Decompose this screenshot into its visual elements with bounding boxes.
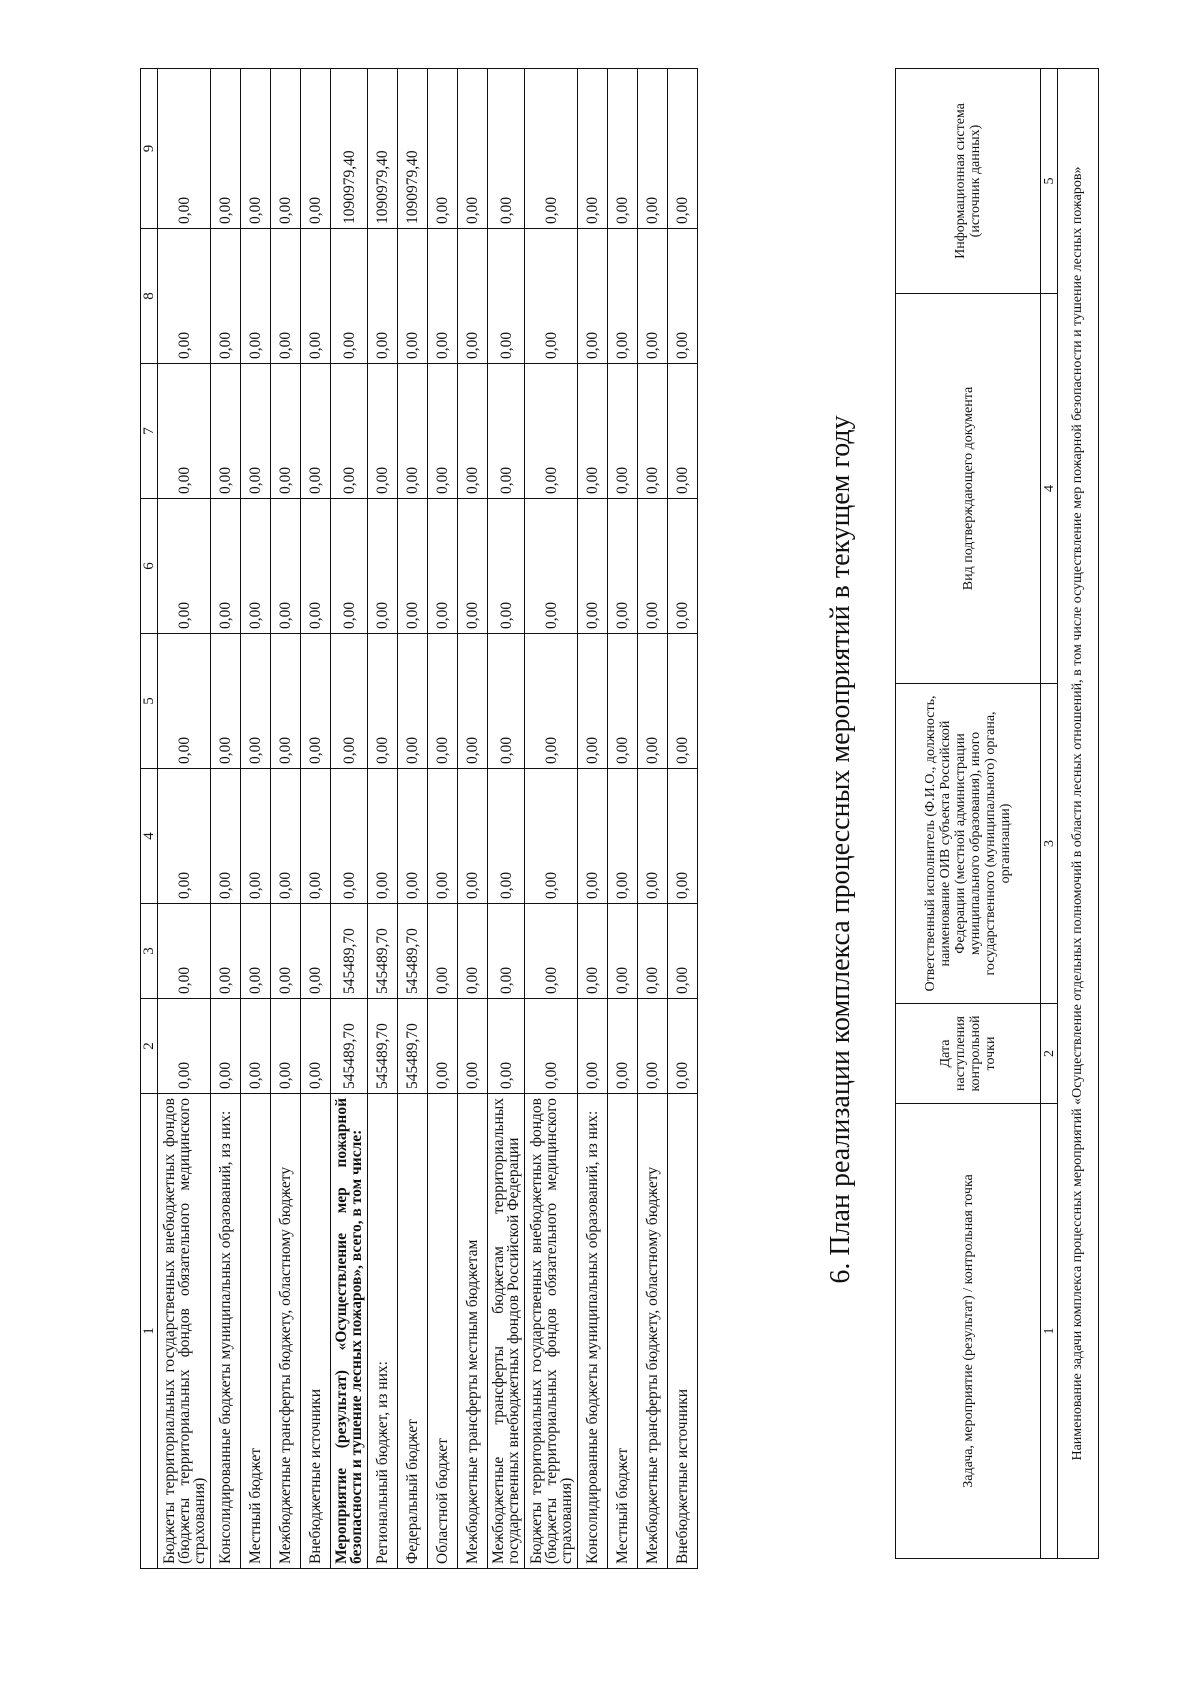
row-label: Межбюджетные трансферты бюджету, областному бюджету [638, 1094, 668, 1569]
value-cell: 0,00 [211, 499, 241, 634]
table-row [398, 69, 428, 1569]
row-label: Областной бюджет [428, 1094, 458, 1569]
column-number-row [141, 69, 158, 1569]
row-label: Бюджеты территориальных государственных внебюджетных фондов (бюджеты территориальных фондов обязательного медицинского страхования) [525, 1094, 578, 1569]
value-cell: 0,00 [301, 229, 331, 364]
value-cell: 0,00 [458, 364, 488, 499]
value-cell: 0,00 [578, 634, 608, 769]
value-cell: 0,00 [241, 769, 271, 904]
value-cell: 0,00 [458, 769, 488, 904]
row-label: Консолидированные бюджеты муниципальных образований, из них: [211, 1094, 241, 1569]
value-cell: 0,00 [525, 499, 578, 634]
value-cell: 0,00 [578, 364, 608, 499]
row-label: Межбюджетные трансферты бюджетам территориальных государственных внебюджетных фондов Российской Федерации [488, 1094, 525, 1569]
value-cell: 1090979,40 [331, 69, 368, 229]
column-number: 4 [141, 769, 158, 904]
value-cell: 0,00 [488, 999, 525, 1094]
row-label: Межбюджетные трансферты бюджету, областному бюджету [271, 1094, 301, 1569]
value-cell: 545489,70 [331, 904, 368, 999]
value-cell: 0,00 [158, 364, 211, 499]
value-cell: 0,00 [608, 999, 638, 1094]
column-number: 1 [141, 1094, 158, 1569]
row-label: Межбюджетные трансферты местным бюджетам [458, 1094, 488, 1569]
value-cell: 0,00 [211, 229, 241, 364]
column-number: 3 [1041, 684, 1058, 1004]
column-number: 5 [141, 634, 158, 769]
value-cell: 0,00 [488, 364, 525, 499]
column-number: 6 [141, 499, 158, 634]
value-cell: 0,00 [398, 364, 428, 499]
value-cell: 0,00 [488, 229, 525, 364]
row-label: Внебюджетные источники [301, 1094, 331, 1569]
row-label: Внебюджетные источники [668, 1094, 698, 1569]
financing-table-body [158, 69, 698, 1569]
value-cell: 0,00 [638, 69, 668, 229]
row-label: Местный бюджет [241, 1094, 271, 1569]
column-number: 9 [141, 69, 158, 229]
value-cell: 0,00 [271, 229, 301, 364]
task-name-cell: Наименование задачи комплекса процессных мероприятий «Осуществление отдельных полномочий в области лесных отношений, в том числе осуществление мер пожарной безопасности и тушение лесных пожаров» [1058, 69, 1099, 1559]
value-cell: 0,00 [488, 904, 525, 999]
value-cell: 0,00 [608, 364, 638, 499]
value-cell: 0,00 [271, 999, 301, 1094]
header-info-system: Информационная система (источник данных) [896, 69, 1041, 294]
value-cell: 0,00 [271, 904, 301, 999]
column-number: 2 [1041, 1004, 1058, 1104]
value-cell: 0,00 [158, 634, 211, 769]
table-row [241, 69, 271, 1569]
value-cell: 0,00 [578, 999, 608, 1094]
value-cell: 0,00 [301, 904, 331, 999]
value-cell: 0,00 [638, 904, 668, 999]
value-cell: 0,00 [458, 904, 488, 999]
value-cell: 0,00 [331, 634, 368, 769]
value-cell: 0,00 [578, 499, 608, 634]
value-cell: 0,00 [608, 769, 638, 904]
value-cell: 0,00 [241, 69, 271, 229]
value-cell: 0,00 [608, 229, 638, 364]
header-task: Задача, мероприятие (результат) / контрольная точка [896, 1104, 1041, 1559]
value-cell: 0,00 [241, 364, 271, 499]
value-cell: 0,00 [668, 999, 698, 1094]
value-cell: 0,00 [458, 69, 488, 229]
value-cell: 0,00 [368, 364, 398, 499]
value-cell: 0,00 [398, 499, 428, 634]
table-row [301, 69, 331, 1569]
value-cell: 0,00 [301, 69, 331, 229]
value-cell: 0,00 [158, 999, 211, 1094]
value-cell: 0,00 [211, 364, 241, 499]
value-cell: 545489,70 [331, 999, 368, 1094]
value-cell: 0,00 [668, 904, 698, 999]
value-cell: 0,00 [638, 769, 668, 904]
table-row [525, 69, 578, 1569]
section-title: 6. План реализации комплекса процессных мероприятий в текущем году [825, 415, 856, 1284]
value-cell: 0,00 [428, 904, 458, 999]
value-cell: 0,00 [158, 904, 211, 999]
value-cell: 545489,70 [398, 999, 428, 1094]
value-cell: 0,00 [241, 999, 271, 1094]
value-cell: 0,00 [525, 634, 578, 769]
value-cell: 0,00 [301, 499, 331, 634]
value-cell: 0,00 [525, 229, 578, 364]
value-cell: 0,00 [608, 499, 638, 634]
table-row [608, 69, 638, 1569]
value-cell: 0,00 [488, 769, 525, 904]
value-cell: 0,00 [158, 769, 211, 904]
value-cell: 0,00 [638, 999, 668, 1094]
plan-column-number-row [1041, 69, 1058, 1559]
value-cell: 0,00 [458, 499, 488, 634]
value-cell: 0,00 [398, 769, 428, 904]
header-date: Дата наступления контрольной точки [896, 1004, 1041, 1104]
value-cell: 0,00 [211, 69, 241, 229]
value-cell: 0,00 [241, 229, 271, 364]
value-cell: 0,00 [668, 69, 698, 229]
value-cell: 0,00 [271, 634, 301, 769]
value-cell: 0,00 [668, 364, 698, 499]
value-cell: 0,00 [271, 499, 301, 634]
value-cell: 0,00 [578, 69, 608, 229]
table-row [638, 69, 668, 1569]
value-cell: 0,00 [638, 499, 668, 634]
value-cell: 0,00 [211, 634, 241, 769]
value-cell: 0,00 [211, 999, 241, 1094]
table-row [668, 69, 698, 1569]
value-cell: 0,00 [271, 69, 301, 229]
value-cell: 0,00 [608, 634, 638, 769]
row-label: Местный бюджет [608, 1094, 638, 1569]
table-row [428, 69, 458, 1569]
value-cell: 0,00 [331, 499, 368, 634]
value-cell: 0,00 [398, 229, 428, 364]
column-number: 8 [141, 229, 158, 364]
row-label: Региональный бюджет, из них: [368, 1094, 398, 1569]
value-cell: 0,00 [301, 999, 331, 1094]
value-cell: 0,00 [211, 904, 241, 999]
value-cell: 0,00 [331, 364, 368, 499]
value-cell: 0,00 [428, 364, 458, 499]
value-cell: 0,00 [271, 364, 301, 499]
value-cell: 0,00 [458, 999, 488, 1094]
value-cell: 0,00 [608, 69, 638, 229]
value-cell: 0,00 [668, 229, 698, 364]
table-row [158, 69, 211, 1569]
value-cell: 0,00 [301, 364, 331, 499]
value-cell: 0,00 [158, 229, 211, 364]
value-cell: 0,00 [158, 69, 211, 229]
value-cell: 0,00 [271, 769, 301, 904]
column-number: 3 [141, 904, 158, 999]
value-cell: 0,00 [428, 999, 458, 1094]
table-row [271, 69, 301, 1569]
value-cell: 0,00 [368, 499, 398, 634]
header-executor: Ответственный исполнитель (Ф.И.О., должность, наименование ОИВ субъекта Российской Федерации (местной администрации муниципального образования), иного государственного (муниципального) органа, организации) [896, 684, 1041, 1004]
row-label: Бюджеты территориальных государственных внебюджетных фондов (бюджеты территориальных фондов обязательного медицинского страхования) [158, 1094, 211, 1569]
table-row [211, 69, 241, 1569]
value-cell: 0,00 [638, 364, 668, 499]
value-cell: 0,00 [301, 634, 331, 769]
value-cell: 0,00 [428, 69, 458, 229]
column-number: 7 [141, 364, 158, 499]
task-row [1058, 69, 1099, 1559]
value-cell: 0,00 [428, 634, 458, 769]
table-row [458, 69, 488, 1569]
value-cell: 0,00 [525, 364, 578, 499]
value-cell: 0,00 [525, 769, 578, 904]
value-cell: 0,00 [331, 769, 368, 904]
value-cell: 1090979,40 [398, 69, 428, 229]
value-cell: 0,00 [488, 69, 525, 229]
value-cell: 0,00 [668, 499, 698, 634]
column-number: 5 [1041, 69, 1058, 294]
value-cell: 0,00 [428, 769, 458, 904]
value-cell: 0,00 [301, 769, 331, 904]
column-number: 2 [141, 999, 158, 1094]
value-cell: 545489,70 [398, 904, 428, 999]
value-cell: 0,00 [525, 904, 578, 999]
column-number: 1 [1041, 1104, 1058, 1559]
value-cell: 0,00 [458, 229, 488, 364]
value-cell: 0,00 [525, 999, 578, 1094]
value-cell: 0,00 [638, 634, 668, 769]
value-cell: 0,00 [578, 904, 608, 999]
value-cell: 0,00 [668, 634, 698, 769]
value-cell: 0,00 [488, 634, 525, 769]
value-cell: 0,00 [241, 634, 271, 769]
table-row [331, 69, 368, 1569]
plan-table [895, 68, 1099, 1559]
value-cell: 0,00 [368, 229, 398, 364]
row-label: Консолидированные бюджеты муниципальных образований, из них: [578, 1094, 608, 1569]
value-cell: 0,00 [608, 904, 638, 999]
financing-table [140, 68, 698, 1569]
column-number: 4 [1041, 294, 1058, 684]
value-cell: 545489,70 [368, 999, 398, 1094]
table-row [578, 69, 608, 1569]
value-cell: 0,00 [525, 69, 578, 229]
header-document-type: Вид подтверждающего документа [896, 294, 1041, 684]
value-cell: 545489,70 [368, 904, 398, 999]
value-cell: 0,00 [578, 769, 608, 904]
row-label: Федеральный бюджет [398, 1094, 428, 1569]
value-cell: 1090979,40 [368, 69, 398, 229]
value-cell: 0,00 [158, 499, 211, 634]
value-cell: 0,00 [211, 769, 241, 904]
value-cell: 0,00 [638, 229, 668, 364]
value-cell: 0,00 [331, 229, 368, 364]
value-cell: 0,00 [668, 769, 698, 904]
row-label: Мероприятие (результат) «Осуществление мер пожарной безопасности и тушение лесных пожаров», всего, в том числе: [331, 1094, 368, 1569]
value-cell: 0,00 [428, 229, 458, 364]
value-cell: 0,00 [368, 769, 398, 904]
table-row [488, 69, 525, 1569]
plan-header-row [896, 69, 1041, 1559]
value-cell: 0,00 [368, 634, 398, 769]
table-row [368, 69, 398, 1569]
value-cell: 0,00 [578, 229, 608, 364]
value-cell: 0,00 [458, 634, 488, 769]
value-cell: 0,00 [398, 634, 428, 769]
value-cell: 0,00 [241, 904, 271, 999]
value-cell: 0,00 [428, 499, 458, 634]
value-cell: 0,00 [241, 499, 271, 634]
value-cell: 0,00 [488, 499, 525, 634]
